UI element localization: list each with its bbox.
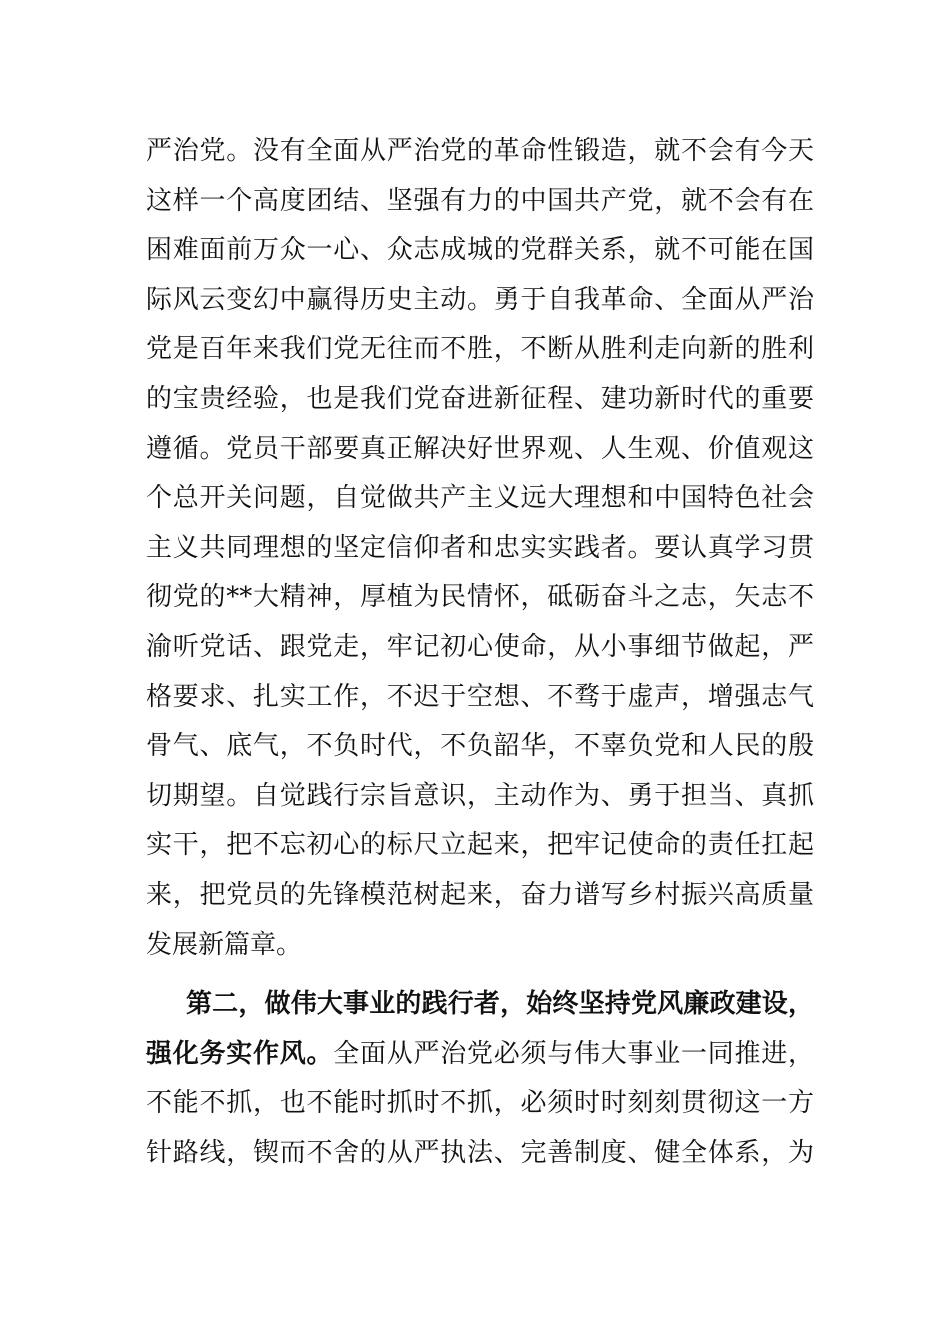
paragraph-2-line-3: 不能不抓，也不能时抓时不抓，必须时时刻刻贯彻这一方 bbox=[146, 1088, 814, 1119]
paragraph-2-line-2-text: 全面从严治党必须与伟大事业一同推进， bbox=[333, 1038, 814, 1069]
paragraph-2-line-4: 针路线，锲而不舍的从严执法、完善制度、健全体系，为 bbox=[146, 1137, 814, 1168]
paragraph-1-line-1: 严治党。没有全面从严治党的革命性锻造，就不会有今天 bbox=[146, 136, 814, 166]
paragraph-1-line-2: 这样一个高度团结、坚强有力的中国共产党，就不会有在 bbox=[146, 185, 814, 216]
paragraph-1-line-4: 际风云变幻中赢得历史主动。勇于自我革命、全面从严治 bbox=[146, 284, 814, 315]
paragraph-1-line-16: 来，把党员的先锋模范树起来，奋力谱写乡村振兴高质量 bbox=[146, 879, 814, 910]
paragraph-1-line-11: 渝听党话、跟党走，牢记初心使命，从小事细节做起，严 bbox=[146, 631, 814, 662]
paragraph-1-line-10: 彻党的**大精神，厚植为民情怀，砥砺奋斗之志，矢志不 bbox=[146, 582, 814, 613]
paragraph-2-line-2 bbox=[146, 1030, 814, 1080]
paragraph-gap bbox=[146, 970, 814, 980]
paragraph-1-line-17: 发展新篇章。 bbox=[146, 929, 303, 960]
paragraph-1-line-15: 实干，把不忘初心的标尺立起来，把牢记使命的责任扛起 bbox=[146, 830, 814, 861]
paragraph-1-line-7: 遵循。党员干部要真正解决好世界观、人生观、价值观这 bbox=[146, 433, 814, 464]
paragraph-1-line-9: 主义共同理想的坚定信仰者和忠实实践者。要认真学习贯 bbox=[146, 532, 814, 563]
paragraph-1-line-12: 格要求、扎实工作，不迟于空想、不骛于虚声，增强志气 bbox=[146, 681, 814, 712]
paragraph-1-line-14: 切期望。自觉践行宗旨意识，主动作为、勇于担当、真抓 bbox=[146, 780, 814, 811]
document-body bbox=[146, 127, 814, 1178]
paragraph-1-line-5: 党是百年来我们党无往而不胜，不断从胜利走向新的胜利 bbox=[146, 334, 814, 365]
paragraph-1-line-6: 的宝贵经验，也是我们党奋进新征程、建功新时代的重要 bbox=[146, 383, 814, 414]
paragraph-1-line-8: 个总开关问题，自觉做共产主义远大理想和中国特色社会 bbox=[146, 483, 814, 514]
paragraph-1-line-13: 骨气、底气，不负时代，不负韶华，不辜负党和人民的殷 bbox=[146, 731, 814, 762]
paragraph-2-heading-line-1: 第二，做伟大事业的践行者，始终坚持党风廉政建设， bbox=[186, 989, 814, 1020]
paragraph-1-line-3: 困难面前万众一心、众志成城的党群关系，就不可能在国 bbox=[146, 235, 814, 266]
paragraph-2-heading-end: 强化务实作风。 bbox=[146, 1038, 334, 1069]
